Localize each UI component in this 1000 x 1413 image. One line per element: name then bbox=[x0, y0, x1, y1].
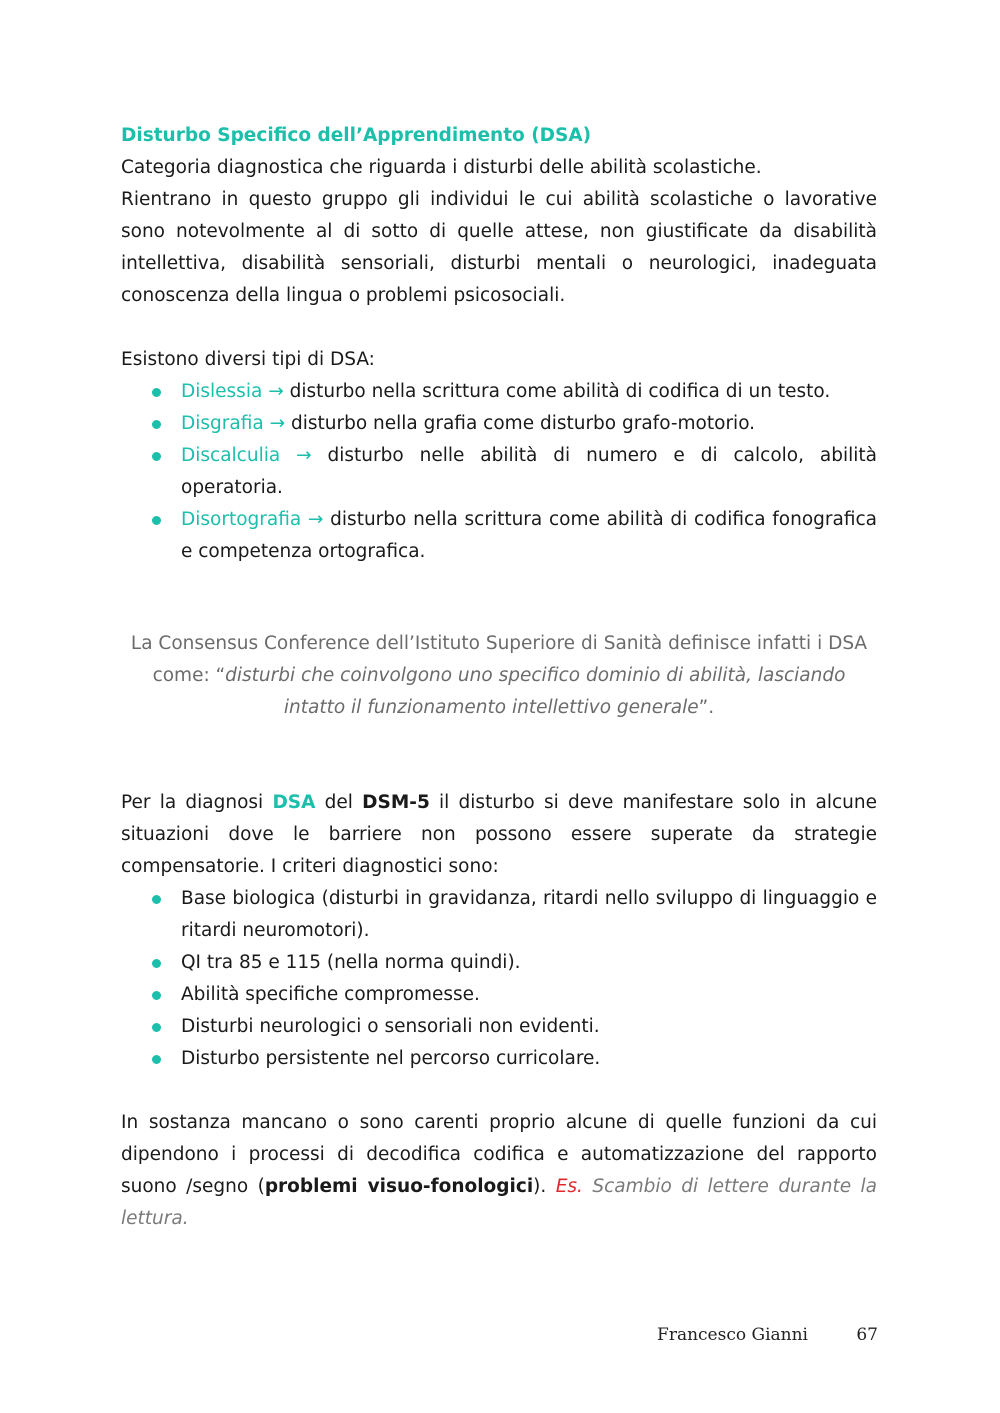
consensus-quote bbox=[121, 628, 877, 724]
type-term: Disortografia bbox=[181, 509, 302, 530]
type-description: disturbo nella grafia come disturbo grafo-motorio. bbox=[290, 413, 756, 434]
bullet-icon bbox=[152, 1023, 161, 1032]
summary-paragraph bbox=[121, 1107, 877, 1235]
summary-text: In sostanza mancano o sono carenti proprio alcune di quelle funzioni da cui dipendono i processi di decodifica codifica e automatizzazione del rapporto suono /segno ( bbox=[121, 1112, 877, 1197]
spacer bbox=[121, 312, 877, 344]
page-content bbox=[121, 120, 877, 1235]
diagnosis-text: del bbox=[315, 792, 363, 813]
summary-text: ). bbox=[533, 1176, 556, 1197]
criterion-text: QI tra 85 e 115 (nella norma quindi). bbox=[181, 952, 521, 973]
list-item bbox=[121, 1043, 877, 1075]
list-item bbox=[121, 376, 877, 408]
arrow-icon: → bbox=[263, 413, 291, 434]
quote-tail: ”. bbox=[698, 697, 715, 718]
summary-bold-term: problemi visuo-fonologici bbox=[264, 1176, 534, 1197]
bullet-icon bbox=[152, 1055, 161, 1064]
diagnosis-text: Per la diagnosi bbox=[121, 792, 273, 813]
type-term: Discalculia bbox=[181, 445, 281, 466]
arrow-icon: → bbox=[262, 381, 290, 402]
criterion-text: Abilità specifiche compromesse. bbox=[181, 984, 480, 1005]
section-title: Disturbo Specifico dell’Apprendimento (DSA) bbox=[121, 125, 592, 146]
criterion-text: Disturbo persistente nel percorso curricolare. bbox=[181, 1048, 601, 1069]
arrow-icon: → bbox=[280, 445, 328, 466]
types-intro: Esistono diversi tipi di DSA: bbox=[121, 349, 375, 370]
example-text: Scambio di lettere durante la lettura. bbox=[121, 1176, 877, 1229]
diagnosis-paragraph bbox=[121, 787, 877, 883]
spacer bbox=[121, 1075, 877, 1107]
criterion-text: Base biologica (disturbi in gravidanza, ritardi nello sviluppo di linguaggio e ritardi neuromotori). bbox=[181, 888, 877, 941]
quote-italic: disturbi che coinvolgono uno specifico dominio di abilità, lasciando intatto il funzionamento intellettivo generale bbox=[225, 665, 846, 718]
type-description: disturbo nelle abilità di numero e di calcolo, abilità operatoria. bbox=[181, 445, 877, 498]
spacer bbox=[121, 568, 877, 628]
bullet-icon bbox=[152, 991, 161, 1000]
dsa-types-list bbox=[121, 376, 877, 568]
type-description: disturbo nella scrittura come abilità di codifica di un testo. bbox=[289, 381, 831, 402]
arrow-icon: → bbox=[301, 509, 331, 530]
bullet-icon bbox=[152, 516, 161, 525]
list-item bbox=[121, 947, 877, 979]
example-label: Es. bbox=[555, 1176, 583, 1197]
type-description: disturbo nella scrittura come abilità di codifica fonografica e competenza ortografica. bbox=[181, 509, 877, 562]
diagnosis-text: il disturbo si deve manifestare solo in alcune situazioni dove le barriere non possono essere superate da strategie compensatorie. I criteri diagnostici sono: bbox=[121, 792, 878, 877]
bullet-icon bbox=[152, 388, 161, 397]
dsa-term: DSA bbox=[272, 792, 316, 813]
dsm-term: DSM-5 bbox=[362, 792, 430, 813]
type-term: Disgrafia bbox=[181, 413, 264, 434]
list-item bbox=[121, 504, 877, 568]
page-footer bbox=[0, 1325, 1000, 1353]
bullet-icon bbox=[152, 895, 161, 904]
page-number: 67 bbox=[856, 1325, 878, 1345]
type-term: Dislessia bbox=[181, 381, 263, 402]
definition-paragraph: Categoria diagnostica che riguarda i disturbi delle abilità scolastiche. bbox=[121, 157, 762, 178]
criterion-text: Disturbi neurologici o sensoriali non evidenti. bbox=[181, 1016, 600, 1037]
bullet-icon bbox=[152, 452, 161, 461]
list-item bbox=[121, 408, 877, 440]
list-item bbox=[121, 1011, 877, 1043]
bullet-icon bbox=[152, 420, 161, 429]
spacer bbox=[121, 724, 877, 787]
list-item bbox=[121, 440, 877, 504]
description-paragraph: Rientrano in questo gruppo gli individui le cui abilità scolastiche o lavorative sono notevolmente al di sotto di quelle attese, non giustificate da disabilità intellettiva, disabilità sensoriali, disturbi mentali o neurologici, inadeguata conoscenza della lingua o problemi psicosociali. bbox=[121, 189, 877, 306]
list-item bbox=[121, 979, 877, 1011]
footer-author: Francesco Gianni bbox=[657, 1325, 808, 1345]
bullet-icon bbox=[152, 959, 161, 968]
quote-lead: La Consensus Conference dell’Istituto Superiore di Sanità definisce infatti i DSA come: “ bbox=[130, 633, 868, 686]
criteria-list bbox=[121, 883, 877, 1075]
list-item bbox=[121, 883, 877, 947]
